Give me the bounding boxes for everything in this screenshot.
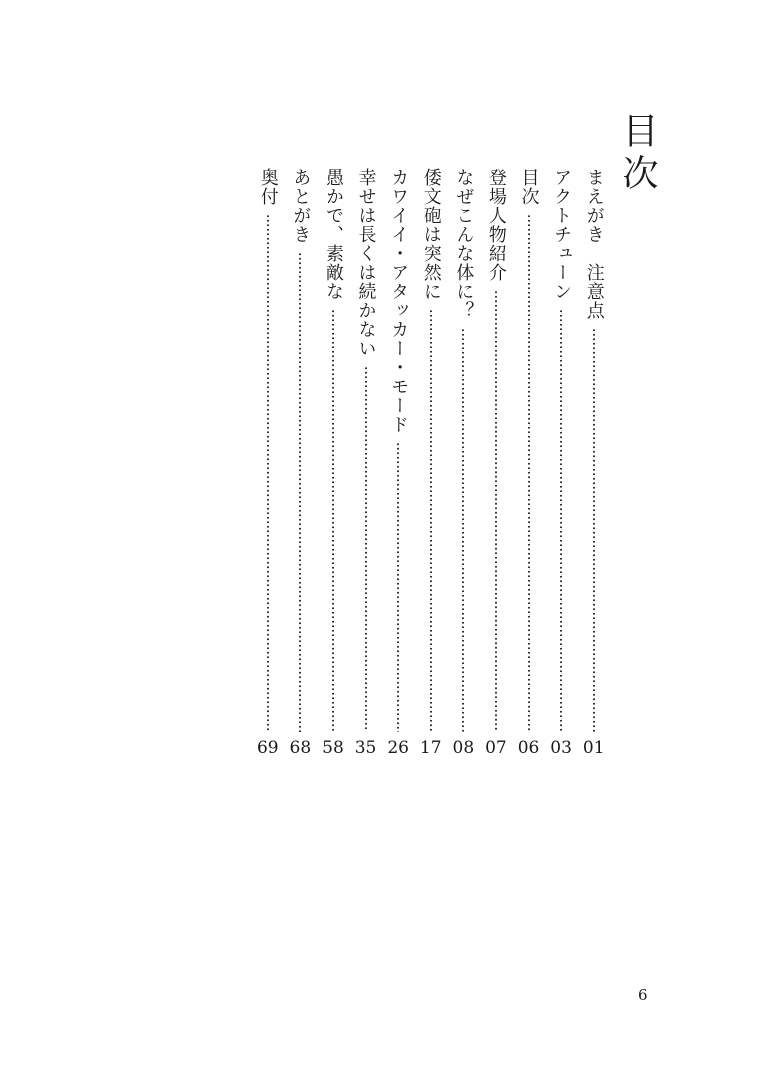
toc-entry-label: 倭文砲は突然に [420,168,442,301]
toc-entry-label: アクトチューン [551,168,573,301]
toc-entry [251,168,284,758]
dot-leader [528,214,530,732]
dot-leader [365,366,367,732]
dot-leader [430,309,432,732]
toc-entry [414,168,447,758]
toc-list [250,168,610,758]
toc-entry-page: 08 [452,738,475,758]
dot-leader [397,442,399,732]
toc-entry-page: 17 [419,738,442,758]
toc-entry-page: 26 [387,738,409,758]
toc-entry-page: 01 [582,738,605,758]
toc-entry-label: カワイイ・アタッカー・モード [388,168,410,434]
toc-entry-page: 68 [289,738,312,758]
toc-entry-label: 幸せは長くは続かない [355,168,377,358]
toc-entry [349,168,382,758]
toc-entry-label: 目次 [518,168,540,206]
toc-entry [480,168,513,758]
toc-entry-page: 07 [485,738,507,758]
toc-entry [317,168,350,758]
toc-entry-label: まえがき 注意点 [583,168,605,320]
toc-entry [284,168,317,758]
toc-title: 目次 [617,112,658,196]
toc-entry-page: 35 [354,738,377,758]
dot-leader [495,290,497,732]
dot-leader [299,252,301,732]
toc-entry-label: あとがき [290,168,312,244]
toc-entry-page: 06 [517,738,540,758]
dot-leader [267,214,269,732]
toc-entry [512,168,545,758]
toc-entry [382,168,415,758]
toc-entry [447,168,480,758]
toc-entry-page: 03 [550,738,572,758]
toc-entry [577,168,610,758]
toc-entry-label: 愚かで、素敵な [322,168,344,301]
toc-entry-page: 58 [322,738,344,758]
dot-leader [560,309,562,732]
dot-leader [462,328,464,732]
dot-leader [593,328,595,732]
dot-leader [332,309,334,732]
toc-entry-page: 69 [256,738,279,758]
page-number: 6 [638,986,648,1004]
toc-entry-label: なぜこんな体に？ [453,168,475,320]
toc-entry-label: 登場人物紹介 [485,168,507,282]
toc-entry-label: 奥付 [257,168,279,206]
toc-entry [545,168,578,758]
